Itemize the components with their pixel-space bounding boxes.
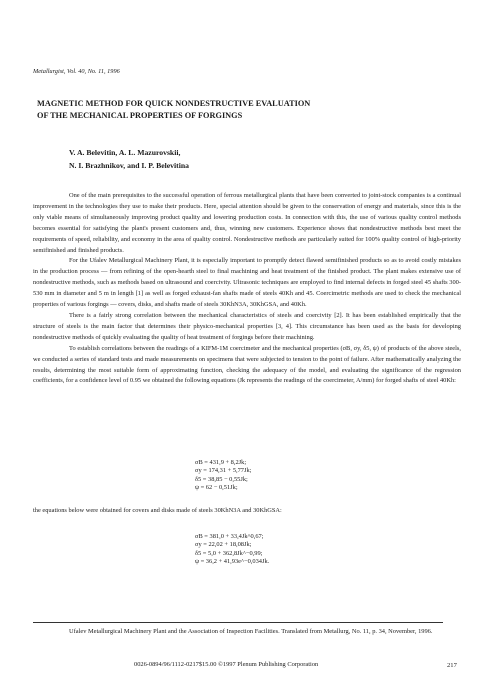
body-paragraph: There is a fairly strong correlation between the mechanical characteristics of steels and coercivity [2]. It has been established empirically that the structure of steels is the main factor that determines their physico-mechanical properties [3, 4]. This circumstance has been used as the basis for developing nondestructive methods of quickly evaluating the quality of heat treatment of forgings before their machining. [33,311,461,341]
page-number: 217 [447,662,457,669]
equations-steel-30khn3a-30khgsa [195,533,269,566]
article-title [37,98,457,122]
affiliation-footnote: Ufalev Metallurgical Machinery Plant and the Association of Inspection Facilities. Translated from Metallurg, No. 11, p. 34, November, 1996. [69,628,433,635]
author-list [69,146,189,172]
body-paragraph: One of the main prerequisites to the successful operation of ferrous metallurgical plants that have been converted to joint-stock companies is a continual improvement in the technologies they use to make their products. Here, special attention should be given to the conservation of energy and materials, since this is the only viable means of simultaneously improving product quality and lowering production costs. In connection with this, the use of various quality control methods becomes essential for satisfying the plant's present customers and, thus, winning new customers. Experience shows that nondestructive methods best meet the requirements of speed, reliability, and economy in the area of quality control. Nondestructive methods are particularly suited for 100% quality control of high-priority semifinished and finished products. [33,192,461,254]
authors-line-2: N. I. Brazhnikov, and I. P. Belevitina [69,161,189,170]
body-paragraph: For the Ufalev Metallurgical Machinery Plant, it is especially important to promptly detect flawed semifinished products so as to avoid costly mistakes in the production process — from refining of the open-hearth steel to final machining and heat treatment of the finished product. The plant makes extensive use of nondestructive methods, such as methods based on ultrasound and coercivity. Ultrasonic techniques are employed to find internal defects in forged steel 45 shafts 300-530 mm in diameter and 5 m in length [1] as well as forged exhaust-fan shafts made of steels 40Kh and 45. Coercimetric methods are used to check the mechanical properties of various forgings — covers, disks, and shafts made of steels 30KhN3A, 30KhGSA, and 40Kh. [33,257,461,309]
equation: δ5 = 38,85 − 0,55Jk; [195,475,248,483]
equations-steel-40kh [195,459,251,492]
equation: δ5 = 5,0 + 362,8Jk^−0,99; [195,549,263,557]
transition-sentence: the equations below were obtained for covers and disks made of steels 30KhN3A and 30KhGSA: [33,507,282,514]
journal-citation: Metallurgist, Vol. 40, No. 11, 1996 [33,68,120,75]
authors-line-1: V. A. Belevitin, A. L. Mazurovskii, [69,148,181,157]
copyright-line: 0026-0894/96/1112-0217$15.00 ©1997 Plenum Publishing Corporation [134,661,319,668]
body-paragraph: To establish correlations between the readings of a KIFM-1M coercimeter and the mechanical properties (σB, σy, δ5, ψ) of products of the above steels, we conducted a series of standard tests and made measurements on specimens that were subjected to tension to the point of failure. After mathematically analyzing the results, determining the most suitable form of approximating function, checking the adequacy of the model, and evaluating the significance of the regression coefficients, for a confidence level of 0.95 we obtained the following equations (Jk represents the readings of the coercimeter, A/mm) for forged shafts of steel 40Kh: [33,344,461,385]
article-body [33,191,461,387]
equation: σy = 174,31 + 5,77Jk; [195,467,252,475]
footnote-divider [33,622,443,623]
equation: σy = 22,02 + 18,08Jk; [195,541,252,549]
title-line-2: OF THE MECHANICAL PROPERTIES OF FORGINGS [37,111,243,120]
equation: ψ = 62 − 0,51Jk; [195,483,238,491]
equation: σB = 381,0 + 33,4Jk^0,67; [195,533,264,540]
equation: σB = 431,9 + 8,2Jk; [195,459,247,466]
equation: ψ = 36,2 + 41,93e^−0,034Jk. [195,557,270,565]
title-line-1: MAGNETIC METHOD FOR QUICK NONDESTRUCTIVE EVALUATION [37,99,311,108]
